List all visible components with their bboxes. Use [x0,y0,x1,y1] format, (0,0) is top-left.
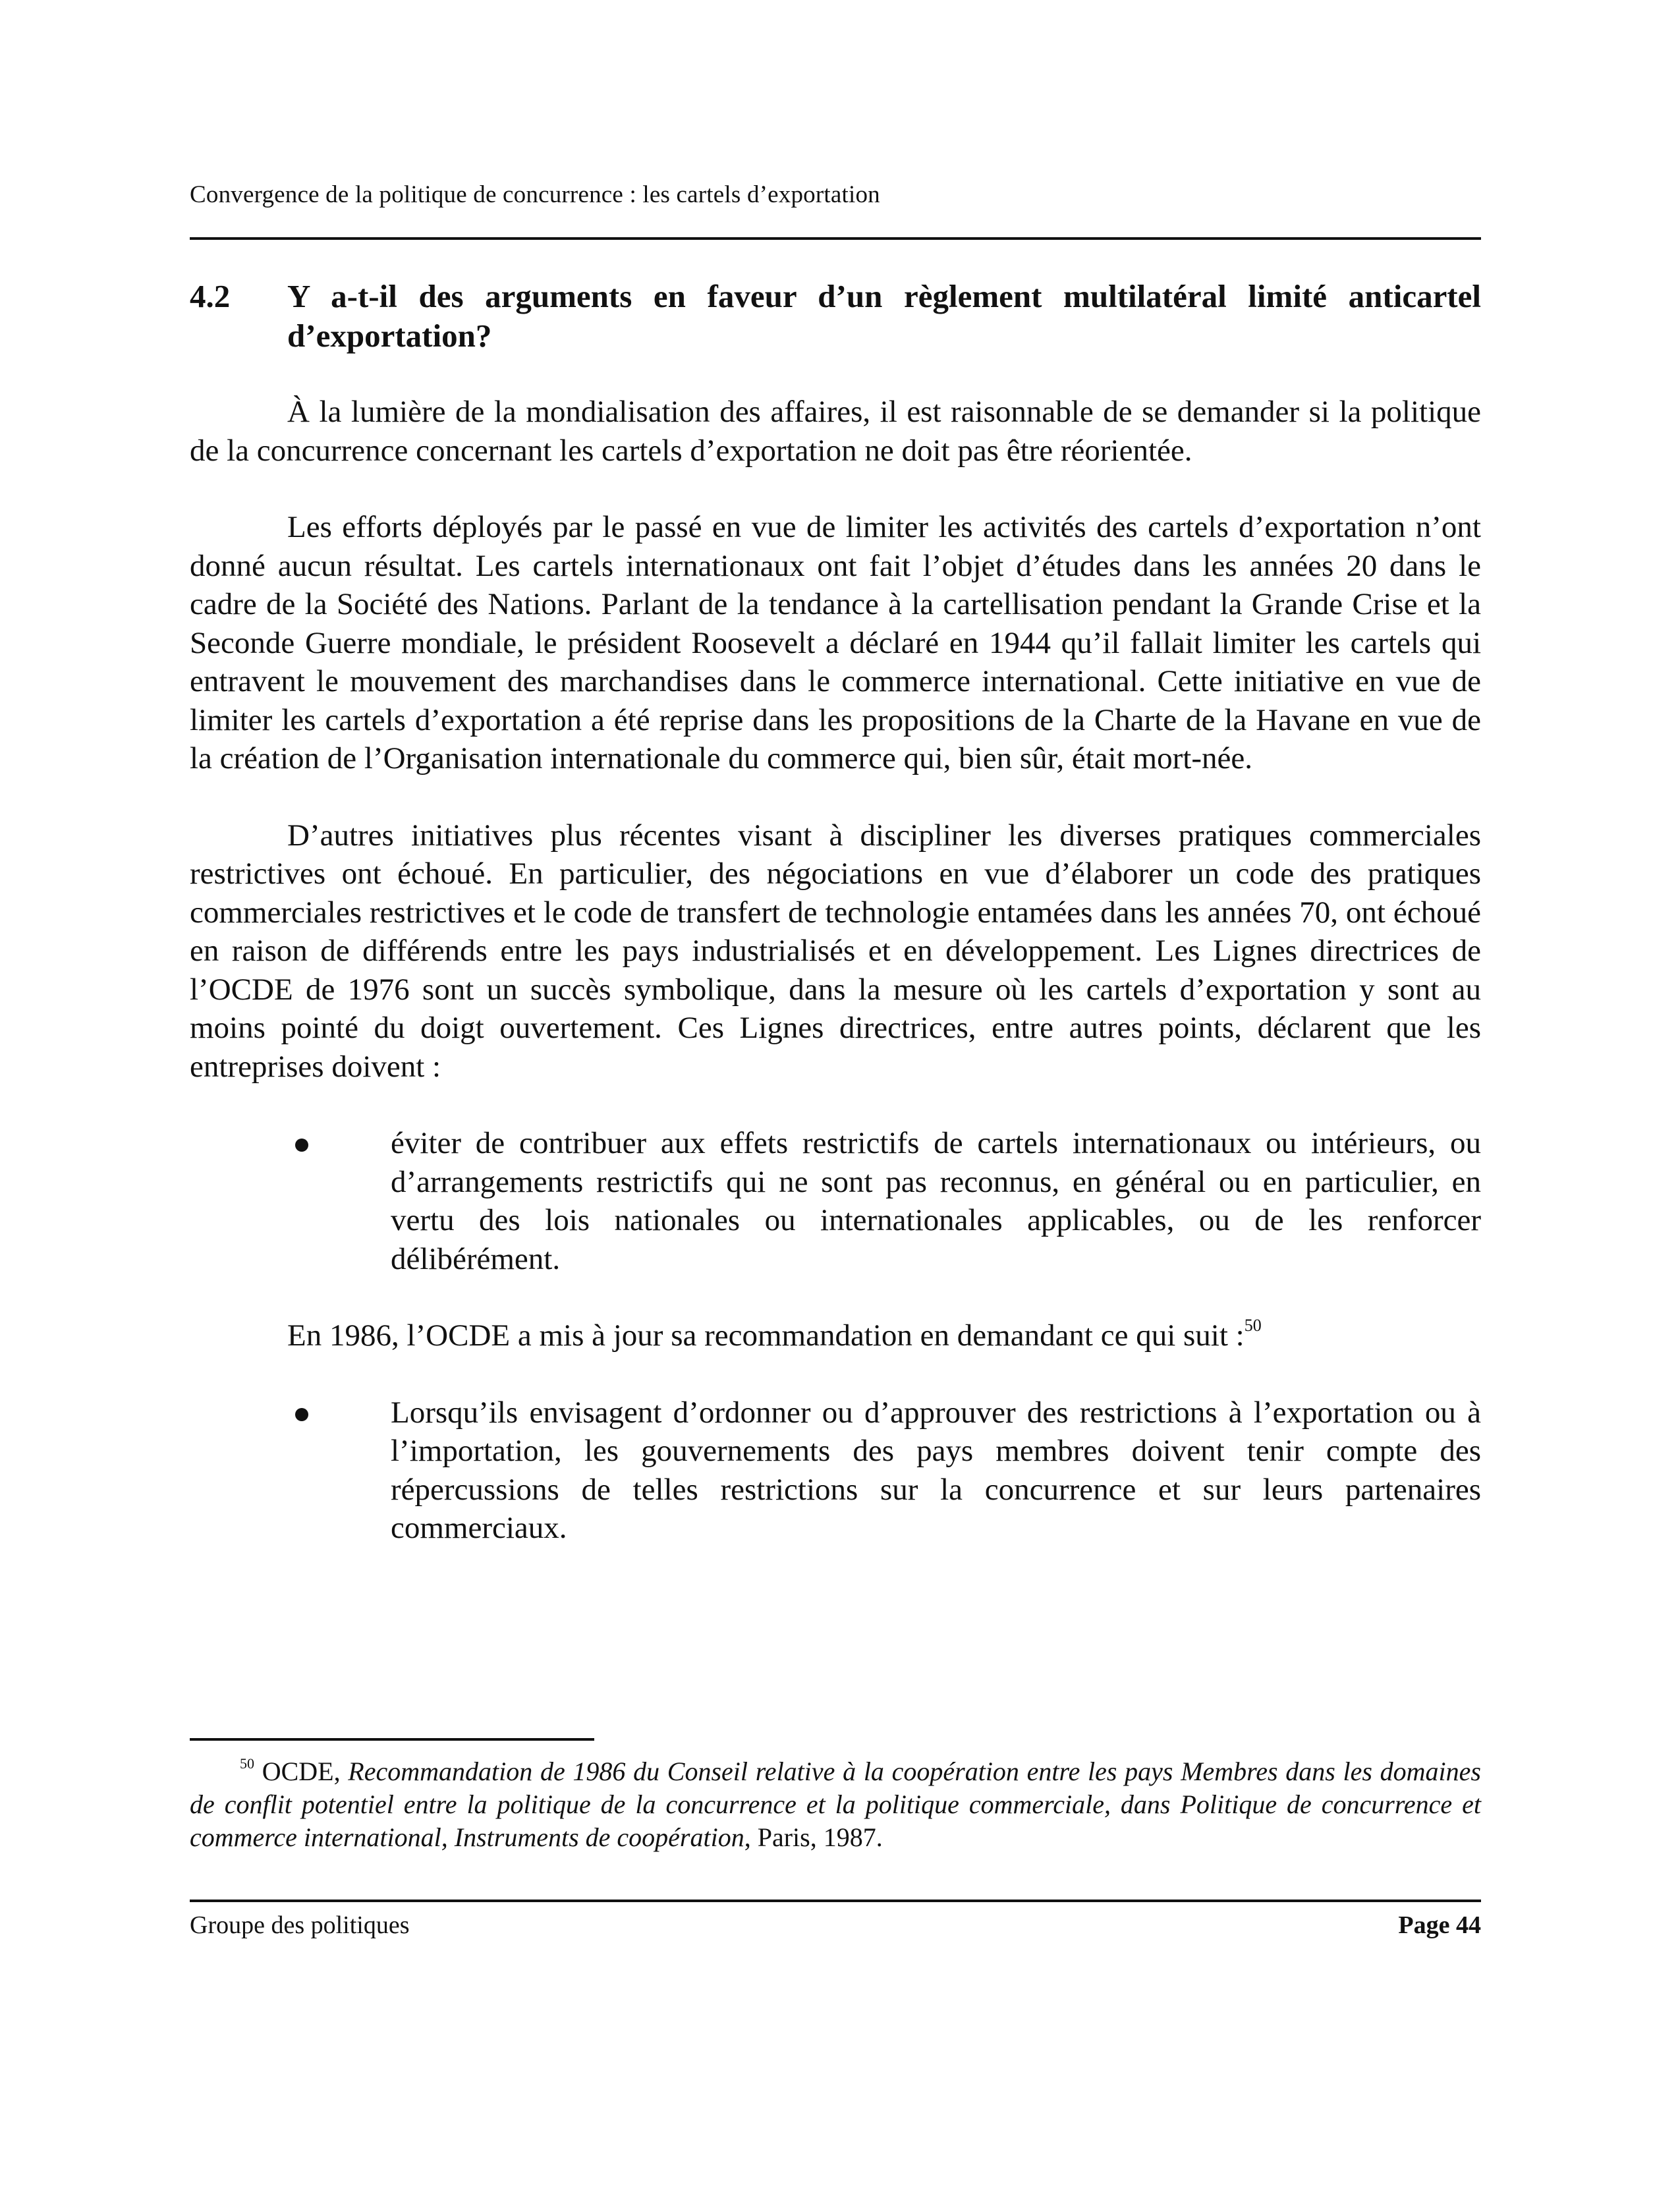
bullet-icon [295,1408,308,1421]
paragraph-1986 [190,1316,1481,1355]
paragraph-3: D’autres initiatives plus récentes visant à discipliner les diverses pratiques commerciales restrictives ont échoué. En particulier, des négociations en vue d’élaborer un code des pratiques commerciales restrictives et le code de transfert de technologie entamées dans les années 70, ont échoué en raison de différends entre les pays industrialisés et en développement. Les Lignes directrices de l’OCDE de 1976 sont un succès symbolique, dans la mesure où les cartels d’exportation y sont au moins pointé du doigt ouvertement. Ces Lignes directrices, entre autres points, déclarent que les entreprises doivent : [190,818,1481,1084]
bullet-icon [295,1139,308,1152]
section-number: 4.2 [190,278,231,314]
running-header: Convergence de la politique de concurrence : les cartels d’exportation [190,181,880,208]
footer-rule [190,1900,1481,1902]
footnote-number: 50 [240,1755,254,1772]
header-rule [190,237,1481,240]
section-title: Y a-t-il des arguments en faveur d’un règlement multilatéral limité anticartel d’exportation? [287,278,1481,354]
paragraph-1: À la lumière de la mondialisation des affaires, il est raisonnable de se demander si la politique de la concurrence concernant les cartels d’exportation ne doit pas être réorientée. [190,395,1481,468]
bullet-text-1: éviter de contribuer aux effets restrictifs de cartels internationaux ou intérieurs, ou d’arrangements restrictifs qui ne sont pas reconnus, en général ou en particulier, en vertu des lois nationales ou internationales applicables, ou de les renforcer délibérément. [391,1126,1481,1276]
footnote-reference: 50 [1244,1316,1262,1335]
footer-left: Groupe des politiques [190,1911,410,1939]
page-number: Page 44 [1398,1911,1481,1939]
footnote-rule [190,1738,594,1741]
footnote-title: Recommandation de 1986 du Conseil relative à la coopération entre les pays Membres dans les domaines de conflit potentiel entre la politique de la concurrence et la politique commerciale, dans Politique de concurrence et commerce international, Instruments de coopération [190,1757,1481,1852]
bullet-item-2 [190,1394,1481,1548]
footnote-prefix: OCDE, [254,1757,349,1786]
body-text [190,393,1481,1586]
bullet-item-1 [190,1124,1481,1278]
footnote [190,1755,1481,1854]
footnote-suffix: , Paris, 1987. [744,1822,883,1852]
paragraph-2: Les efforts déployés par le passé en vue de limiter les activités des cartels d’exportation n’ont donné aucun résultat. Les cartels internationaux ont fait l’objet d’études dans les années 20 dans le cadre de la Société des Nations. Parlant de la tendance à la cartellisation pendant la Grande Crise et la Seconde Guerre mondiale, le président Roosevelt a déclaré en 1944 qu’il fallait limiter les cartels qui entravent le mouvement des marchandises dans le commerce international. Cette initiative en vue de limiter les cartels d’exportation a été reprise dans les propositions de la Charte de la Havane en vue de la création de l’Organisation internationale du commerce qui, bien sûr, était mort-née. [190,510,1481,775]
bullet-text-2: Lorsqu’ils envisagent d’ordonner ou d’approuver des restrictions à l’exportation ou à l’importation, les gouvernements des pays membres doivent tenir compte des répercussions de telles restrictions sur la concurrence et sur leurs partenaires commerciaux. [391,1395,1481,1545]
paragraph-1986-text: En 1986, l’OCDE a mis à jour sa recommandation en demandant ce qui suit : [287,1318,1245,1353]
